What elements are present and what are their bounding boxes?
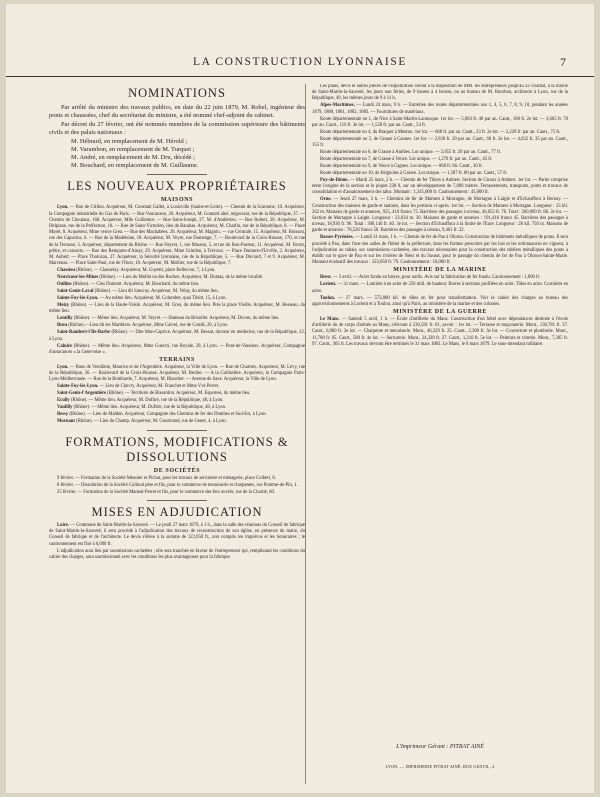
terrain-entry	[49, 391, 305, 397]
entry-place: Caluire	[57, 343, 73, 349]
entry-text: (Rhône). — Lieu du Mollet ou des Roches. Acquéreur, M. Dumas, de la même localité.	[99, 275, 264, 281]
entry-text: — Jeudi 27 mars, 3 h. — Chemins de fer de Mamers à Mortagne, de Mortagne à Laigle et d'Echauffour à Bernay. — Construction des maisons de garde et stations, dans les portions ci-après. 1er lot. — Section de Mamers à Mortagne. Longueur : 33 kil. 262 m. Maisons de garde et annexes, 925, 410 francs 75. Barrières des passages à niveau, 46,053 fr. 78. Total : 260,089 fr. 88. 2e lot. — Section de Mortagne à Laigle. Longueur : 23,634 m. 30. Maisons de garde et annexes : 191,416 francs 45. Barrières des passages à niveau, 18,930 fr. 96. Total : 306,146 fr. 40. 3e lot. — Section d'Echauffour à la limite de l'Eure. Longueur : 26 kil. 750 m. Maisons de garde et annexes : 78,526 francs 50. Barrières des passages à niveau, 9,461 fr. 22.	[312, 197, 568, 234]
entry-text: Route départementale no 7, de Grasse à Vence. Lot unique. — 1,270 fr. par an. Cautt., 43 fr.	[320, 157, 493, 163]
entry-place: Lyon.	[57, 365, 69, 371]
marine-entry	[312, 275, 568, 281]
maison-entry	[49, 344, 305, 356]
newspaper-page	[6, 4, 594, 793]
entry-place: Saint-Rambert-l'Ile-Barbe	[57, 330, 111, 336]
entry-text: (Rhône). — Même lieu. Acquéreur, Mme Guercri, rue Royale, 29, à Lyon. — Pont-de-Vassieux. Acquéreur, Compagnie d'assurances « la Genevoise ».	[49, 343, 305, 355]
entry-text: Route départementale no 10, de Brignoles à Grasse. Lot unique. — 1,587 fr. 80 par an. Cautt., 57 fr.	[320, 171, 508, 177]
formations-subtitle: DE SOCIÉTÉS	[153, 467, 201, 474]
entry-place: Mornant	[57, 419, 75, 425]
entry-place: Toulon.	[320, 295, 336, 301]
adjudication-entry	[312, 117, 568, 129]
journal-title: LA CONSTRUCTION LYONNAISE	[193, 56, 407, 68]
entry-place: Brou	[57, 323, 68, 329]
entry-text: — Lundi 31 mars, 1 h. — Chemin de fer de Pau à Oloron. Construction de bâtiments métalliques de ponts. Il sera procédé à Pau, dans l'une des salles de l'hôtel de la préfecture, dans les formes prescrites par les lois et les ordonnances en vigueur, à l'adjudication au rabais, sur soumissions cachetées, des travaux nécessaires pour la construction des tabliers métalliques des ponts à établir sur le gave de Pau et sur les rivières de Néez et du Sousst, pour le passage du chemin de fer de Pau à Oloron-Sainte-Marie. Montant évaluatif des travaux : 323,058 fr. 79. Cautionnement : 10,000 fr.	[312, 235, 568, 266]
entry-text: — Samedi 5 avril, 1 h. — École d'artillerie du Mans. Construction d'un hôtel avec dépendances destinée à l'école d'artillerie du 4e corps d'armée au Mans, s'élevant à 230,581 fr. 61, savoir : 1er lot. — Terrasse et maçonnerie. Mont., 130,781 fr. 37. Cautt., 6,000 fr. 2e lot. — Charpente et menuiserie. Mont., 46,329 fr. 25. Cautt., 2,300 fr. 3e lot. — Couverture et plomberie. Mont., 11,708 fr. 05. Cautt., 580 fr. 4e lot. — Serrurerie. Mont., 24,320 fr. 27. Cautt., 1,210 fr. 5e lot. — Peinture et vitrerie. Mont., 7,305 fr. 97. Cautt., 365 fr. Les travaux devront être terminés le 31 mars 1883. Le Mans, le 8 mars 1879. Le sous-intendant militaire.	[312, 317, 568, 347]
entry-place: Lyon.	[57, 205, 69, 211]
entry-text: (Rhône). — Chasselay. Acquéreur, M. Guyetti, place Bellecour, 7, à Lyon.	[76, 268, 216, 274]
entry-place: Ecully	[57, 398, 70, 404]
entry-place: Sainte-Foy-lès-Lyon.	[57, 384, 99, 390]
adjudication-entry	[312, 130, 568, 136]
adjudication-entry	[312, 84, 568, 103]
entry-text: (Rhône). — Lieu dit Sancray. Acquéreur, M. Velay, du même lieu.	[94, 289, 219, 295]
nominations-intro-1: Par arrêté du ministre des travaux publics, en date du 22 juin 1879, M. Robel, ingénieur des ponts et chaussées, chef du secrétariat du ministre, a été nommé chef-adjoint du cabinet.	[49, 104, 305, 120]
adjudication-entry	[312, 157, 568, 163]
entry-text: (Rhône). — Lieu de la Haute-Vaisin. Acquéreur, M. Grea, du même lieu. Près la place Vieille. Acquéreur, M. Besseau, du même lieu.	[49, 303, 305, 315]
entry-text: (Rhône).—Lieu dit les Marthiers. Acquéreur, Mme Calvel, rue de Condé, 20, à Lyon.	[68, 323, 229, 329]
maison-entry	[49, 296, 305, 302]
entry-text: — Lieu de Chevry. Acquéreur, M. Franchet et Mme Vve Perret.	[99, 384, 220, 390]
maison-entry	[49, 275, 305, 281]
right-column	[312, 84, 568, 784]
terrain-entry	[49, 384, 305, 390]
entry-place: Lentilly	[57, 316, 73, 322]
terrain-entry	[49, 419, 305, 425]
formation-entry: 9 février. — Formation de la Société Meunier et Pichat, pour les travaux de serrurerie et ménagerie, place Colbert, 8.	[57, 475, 276, 481]
nomination-name: M. Bouchard, en remplacement de M. Guillaume.	[71, 162, 199, 170]
nomination-name: M. André, en remplacement de M. Dru, décédé ;	[71, 154, 195, 162]
section-rule	[147, 430, 207, 431]
maison-entry	[49, 316, 305, 322]
guerre-entry	[312, 317, 568, 348]
adjudication-entry	[312, 235, 568, 266]
section-rule	[147, 174, 207, 175]
nominations-title: NOMINATIONS	[128, 86, 226, 100]
adjudication-title: MISES EN ADJUDICATION	[91, 504, 263, 519]
formation-entry: 8 février. — Dissolution de la Société Colloud père et fils, pour le commerce de menuiserie et charpentes, rue Pomme-de-Pin, 1.	[57, 482, 298, 488]
maison-entry	[49, 268, 305, 274]
adjudication-entry	[312, 178, 568, 197]
entry-text: — 27 mars. — 572,000 kil. de tôles en fer pour transformation. Voir le cahier des charges au bureau des approvisionnements à Lorient et à Toulon, ainsi qu'à Paris, au ministère de la marine et des colonies.	[312, 295, 568, 307]
adjudication-entry	[49, 549, 305, 561]
entry-place: Vaulilly	[57, 405, 73, 411]
entry-text: (Rhône). — Lieu de Malden. Acquéreur, Compagnie des Chemins de fer des Dombes et Sud-Est, à Lyon.	[69, 412, 267, 418]
printer-imprint: LYON. — IMPRIMERIE PITRAT AINÉ, RUE GENTIL, 4	[385, 764, 495, 769]
entry-text: — Mardi 25 mars, 2 h. — Chemin de fer Thiers à Ambert. Section de Giroux à Ambert. 1er lot. — Partie comprise entre l'origine de la section et le piquet 228 0, sur un développement de 7,000 mètres. Terrassements, transports, ponts et travaux de consolidation et d'assainissement des talus. Montant : 1,345,000 fr. Cautionnement : 45,000 fr.	[312, 178, 568, 196]
entry-text: (Rhône). — Lieu du Champ. Acquéreur, M. Gourmand, rue de Genet, 4, à Lyon.	[76, 419, 227, 425]
entry-place: Lorient.	[320, 282, 337, 288]
adjudication-entry	[312, 137, 568, 149]
maison-entry	[49, 330, 305, 342]
entry-place: Alpes-Maritimes.	[320, 103, 355, 109]
marine-entry	[312, 296, 568, 308]
entry-text: — Lundi 24 mars, 9 h. — Entretien des routes départementales nos 1, 4, 5, 6, 7, 8, 9, 10, pendant les années 1879, 1880, 1881, 1882, 1883. — Fournitures de matériaux.	[312, 103, 568, 115]
entry-text: Route départementale no 6, de Grasse à Antibes. Lot unique. — 2,855 fr. 20 par an. Cautt., 77 fr.	[320, 150, 502, 156]
entry-text: (Rhône). — Dite Mon-Caprice. Acquéreur, M. Bessat, docteur en médecine, rue de la République, 22, à Lyon.	[49, 330, 305, 342]
entry-text: (Rhône). — Même lieu. Acquéreur, M. Dufitre, rue de la République, 48, à Lyon.	[70, 398, 224, 404]
maison-entry	[49, 289, 305, 295]
formation-entry: 25 février. — Formation de la Société Maneul-Perret et fils, pour le commerce des fers ouvrés, rue de la Charité, 60.	[57, 489, 276, 495]
proprietaires-title: LES NOUVEAUX PROPRIÉTAIRES	[67, 179, 287, 194]
entry-text: (Rhône). — Même lieu. Acquéreur, M. Dufitre, rue de la République, 48, à Lyon.	[73, 405, 227, 411]
terrain-entry	[49, 405, 305, 411]
entry-place: Saint-Genis-l'Argentière	[57, 391, 107, 397]
entry-place: Bessy	[57, 412, 69, 418]
entry-text: (Rhône). — Clos Dumont. Acquéreur, M. Bouchard, du même lieu.	[72, 282, 200, 288]
section-rule	[147, 500, 207, 501]
maison-entry	[49, 282, 305, 288]
entry-place: Le Mans.	[320, 317, 340, 323]
entry-place: Saint-Genis-Laval	[57, 289, 94, 295]
terrains-subtitle: TERRAINS	[159, 357, 195, 364]
entry-text: — Rues de Vendôme, Maurice et de l'Argentière. Acquéreur, la Ville de Lyon. — Rue de Chartres. Acquéreur, M. Lévy, rue de la République, 36. — Boulevard de la Croix-Rousse. Acquéreur, M. Berlier. — A la Guillotière. Acquéreur, la Compagnie Paris-Lyon-Méditerranée. — Rue de la Bombarde, 7. Acquéreur, M. Blanchet. — Avenue de Saxe. Acquéreur, la Ville de Lyon.	[49, 365, 305, 383]
adjudication-entry	[49, 523, 305, 548]
ministere-marine-heading: MINISTÈRE DE LA MARINE	[393, 267, 487, 274]
entry-place: Sainte-Foy-lès-Lyon.	[57, 296, 99, 302]
entry-place: Meizy	[57, 303, 70, 309]
adjudication-entry	[312, 171, 568, 177]
page-number: 7	[560, 55, 566, 69]
adjudication-entry	[312, 197, 568, 234]
adjudication-entry	[312, 150, 568, 156]
page-header	[6, 54, 594, 77]
formations-title: FORMATIONS, MODIFICATIONS & DISSOLUTIONS	[65, 434, 289, 464]
column-divider	[305, 84, 306, 784]
entry-text: — 31 mars. — Lumière à en acier de 250 mill. de hauteur. Barres à sections profilées en acier. Tôles en acier. Cornières en acier.	[312, 282, 568, 294]
entry-place: Loire.	[57, 522, 70, 528]
maison-entry	[49, 205, 305, 267]
left-column	[49, 84, 305, 784]
nomination-name: M. Hébrard, en remplacement de M. Hérold ;	[71, 137, 188, 145]
entry-text: Route départementale no 5, de Grasse à Cannes. 1er lot. — 2,030 fr. 20 par an. Cautt., 68 fr. 2e lot. — 4,632 fr. 35 par an. Cautt., 155 fr.	[312, 136, 568, 149]
nomination-name: M. Varambon, en remplacement de M. Turquet ;	[71, 145, 195, 153]
ministere-guerre-heading: MINISTÈRE DE LA GUERRE	[392, 309, 488, 316]
entry-text: Route départementale no 4, du Braquet à Menton. 1er lot. — 668 fr. par an. Cautt., 23 fr. 2e lot. — 2,228 fr. par an. Cautt., 75 fr.	[320, 129, 561, 135]
terrain-entry	[49, 365, 305, 384]
entry-place: Brest.	[320, 275, 332, 281]
entry-text: (Rhône). — Territoire de Bissardon. Acquéreur, M. Espernes, du même lieu.	[107, 391, 251, 397]
terrain-entry	[49, 398, 305, 404]
entry-text: — 3 avril. — Acier fondu en barres, pour outils. Avis sur la fabrication de fer fondu. Cautionnement : 1,800 fr.	[332, 275, 541, 281]
entry-place: Oullins	[57, 282, 72, 288]
entry-text: L'adjudication aura lieu par soumissions cachetées ; elle sera tranchée en faveur de l'entrepreneur qui, remplissant les conditions du cahier des charges, aura soumissionné avec les conditions les plus avantageuses pour la fabrique.	[49, 548, 305, 560]
entry-place: Orne.	[320, 197, 332, 203]
entry-text: Route départementale no 1, de Nice à Saint-Martin-Lantosque. 1er lot. — 5,683 fr. 40 par an. Cautt., 180 fr. 2e lot. — 3,665 fr. 70 par an. Cautt., 116 fr. 3e lot. — 1,528 fr. par an. Cautt., 54 fr.	[312, 116, 568, 128]
terrain-entry	[49, 412, 305, 418]
marine-entry	[312, 282, 568, 294]
entry-place: Chassieu	[57, 268, 75, 274]
entry-place: Neuvicour-les-Mines	[57, 275, 99, 281]
maison-entry	[49, 323, 305, 329]
entry-place: Puy-de-Dôme.	[320, 178, 349, 184]
entry-text: Route départementale no 9, de Vence à Cagnes. Lot unique. — 868 fr. 66. Cautt., 30 fr.	[320, 164, 483, 170]
adjudication-entry	[312, 164, 568, 170]
maisons-subtitle: MAISONS	[160, 197, 194, 204]
nominations-intro-2: Par décret du 27 février, ont été nommés membres de la commission supérieure des bâtiments civils et des palais nationaux :	[49, 120, 305, 137]
entry-text: — Au même lieu. Acquéreur, M. Colombet, quai Tilsitt, 15, à Lyon.	[99, 296, 227, 302]
entry-text: — Rue de Crillon. Acquéreur, M. Constant Gallet, à Louisville (Saône-et-Loire). — Chemin de la Scaronne, 10. Acquéreur, la Compagnie industrielle du Gaz de Paris. — Rue Vaucanson, 20. Acquéreur, M. Gontard aîné, négociant, rue de la République, 37. — Chemin de Choulans, 168. Acquéreur, Mlle Guillemot. — Rue Saint-Joseph, 27. M. d'Ambérieu. — Rue Robert, 28. Acquéreur, M. Delpiane, rue de la Préfecture, 18. — Rue de Saint-Victorien, lieu de Barabas. Acquéreur, M. Charlin, rue de la République, 8. — Place Morel, 8. Acquéreur, Mme veuve Grea. — Rue des Machabées, 20. Acquéreur, M. Magnin. — rue Centrale, 15. Acquéreur, M. Boisson, rue des Capucins, 6. — Rue de la Madeleine, 18. Acquéreur, M. Veyre, rue Dumenge, 7. — Boulevard de la Croix-Rousse, 170, et rue de la Terrasse, 3. Acquéreur, département du Rhône. — Rue Neyret, 1, rue Masson, 5, et rue du Bon-Pasteur, 11. Acquéreur, M. Ferrat, prêtre, et consorts. — Rue des Remparts-d'Ainay, 29. Acquéreur, Mme Grindon, à Trévoux. — Place Dumont-d'Urville, 2. Acquéreur, M. Aubert. — Place Tholozan, 27. Acquéreur, la Sécurité lyonnaise, rue de la République, 5. — Rue Duviard, 7 et 9. Acquéreur, M. Marcenaz. — Place Saint-Paul, rue de l'Ours, 10. Acquéreur, M. Mollier, rue de la République, 7.	[49, 205, 305, 267]
publisher-signature: L'Imprimeur Gérant : PITRAT AINÉ	[396, 744, 484, 750]
adjudication-entry	[312, 103, 568, 115]
entry-place: Basses-Pyrénées.	[320, 235, 354, 241]
entry-text: Les plans, devis et autres pièces de l'adjudication seront à la disposition de MM. les entrepreneurs jusqu'au 22 courant, à la mairie de Saint-Martin-la-Sauveté, les jours non fériés, de 9 heures à 4 heures, ou au bureau de M. Bourbon, architecte à Lyon, rue de la République, 49, les mêmes jours de 9 à 11 h.	[312, 84, 568, 102]
entry-text: (Rhône). — Même lieu. Acquéreur, M. Veyret. — Hameau du Brisollet. Acquéreur, M. Duvon, du même lieu.	[73, 316, 280, 322]
entry-text: — Commune de Saint-Martin-la-Sauveté. — Le jeudi 27 mars 1879, à 1 h., dans la salle des réunions du Conseil de fabrique de Saint-Martin-la-Sauveté, il sera procédé à l'adjudication des travaux de reconstruction de son église, en présence du maire, du Conseil de fabrique et de l'architecte. Le devis s'élève à la somme de 122,058 fr., non compris les imprévus et les honoraires ; le cautionnement est fixé à 6,000 fr.	[49, 522, 305, 547]
maison-entry	[49, 303, 305, 315]
